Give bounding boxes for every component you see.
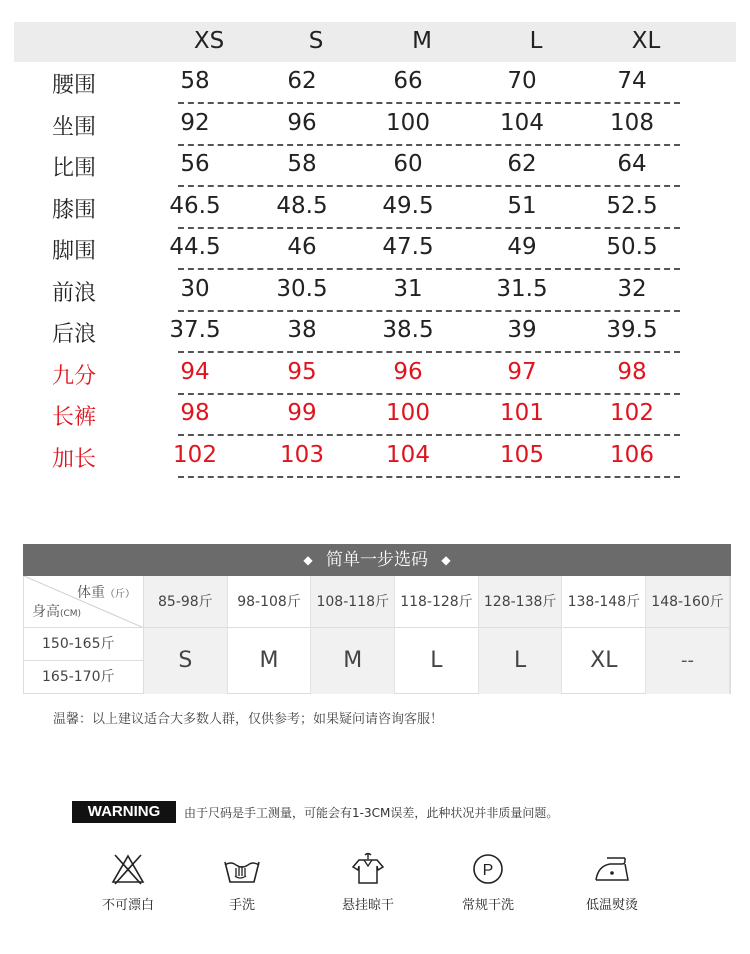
hand-wash-icon bbox=[222, 852, 262, 886]
measure-label: 后浪 bbox=[52, 322, 97, 347]
recommended-size: M bbox=[311, 628, 395, 694]
measure-value: 38.5 bbox=[382, 317, 434, 343]
measure-value: 94 bbox=[180, 358, 210, 385]
weight-range: 128-138斤 bbox=[479, 576, 563, 628]
weight-range: 85-98斤 bbox=[144, 576, 228, 628]
weight-range: 138-148斤 bbox=[563, 576, 647, 628]
measure-value: 60 bbox=[393, 151, 423, 177]
height-axis-label: 身高(CM) bbox=[32, 604, 82, 620]
measure-value: 48.5 bbox=[276, 192, 328, 219]
measure-value: 62 bbox=[507, 151, 537, 177]
size-row bbox=[0, 229, 750, 270]
measure-value: 106 bbox=[610, 441, 654, 468]
care-label-no-bleach: 不可漂白 bbox=[101, 898, 154, 913]
size-row bbox=[0, 437, 750, 478]
size-header-xl: XL bbox=[631, 28, 661, 54]
measure-label: 坐围 bbox=[52, 114, 97, 140]
measure-value: 108 bbox=[610, 109, 654, 136]
svg-text:P: P bbox=[482, 862, 494, 879]
weight-range: 108-118斤 bbox=[311, 576, 395, 628]
measure-value: 100 bbox=[386, 109, 430, 136]
measure-value: 39 bbox=[507, 317, 537, 343]
measure-value: 46.5 bbox=[169, 192, 221, 219]
measure-value: 49.5 bbox=[382, 192, 434, 219]
measure-value: 96 bbox=[287, 109, 317, 136]
measure-value: 62 bbox=[287, 68, 317, 94]
measure-value: 52.5 bbox=[606, 192, 658, 219]
dry-clean-icon bbox=[471, 852, 505, 886]
measure-value: 102 bbox=[173, 441, 217, 468]
recommended-size: M bbox=[228, 628, 312, 694]
measure-value: 56 bbox=[180, 151, 210, 177]
measure-value: 32 bbox=[617, 275, 647, 302]
measure-value: 66 bbox=[393, 68, 423, 94]
measure-value: 49 bbox=[507, 234, 537, 260]
measure-value: 51 bbox=[507, 192, 537, 219]
dashed-divider bbox=[178, 476, 680, 478]
recommended-size: XL bbox=[563, 628, 647, 694]
quick-pick-header bbox=[23, 544, 731, 576]
care-label-dry-clean: 常规干洗 bbox=[461, 898, 514, 913]
care-no-bleach bbox=[83, 852, 173, 913]
measure-value: 44.5 bbox=[169, 234, 221, 260]
size-row bbox=[0, 188, 750, 229]
height-range-1: 150-165斤 bbox=[24, 628, 144, 661]
diamond-icon: ◆ bbox=[303, 553, 313, 567]
weight-range: 118-128斤 bbox=[395, 576, 479, 628]
measure-label: 前浪 bbox=[52, 280, 97, 306]
measure-value: 95 bbox=[287, 358, 317, 385]
care-label-hand-wash: 手洗 bbox=[228, 898, 255, 913]
weight-axis-label: 体重（斤） bbox=[77, 585, 135, 601]
measure-value: 104 bbox=[386, 441, 430, 468]
care-hang-dry bbox=[323, 852, 413, 913]
measure-value: 96 bbox=[393, 358, 423, 385]
measure-value: 37.5 bbox=[169, 317, 221, 343]
size-row bbox=[0, 395, 750, 436]
measure-value: 100 bbox=[386, 400, 430, 426]
measure-value: 92 bbox=[180, 109, 210, 136]
measure-value: 101 bbox=[500, 400, 544, 426]
size-header-row bbox=[14, 22, 736, 62]
measure-value: 97 bbox=[507, 358, 537, 385]
measure-value: 74 bbox=[617, 68, 647, 94]
measure-value: 64 bbox=[617, 151, 647, 177]
grid-corner-cell bbox=[24, 576, 144, 628]
measure-value: 50.5 bbox=[606, 234, 658, 260]
recommended-size: -- bbox=[646, 628, 730, 694]
advice-note: 温馨：以上建议适合大多数人群，仅供参考；如果疑问请咨询客服！ bbox=[53, 712, 444, 727]
measure-value: 102 bbox=[610, 400, 654, 426]
quick-pick-title: 简单一步选码 bbox=[326, 550, 428, 570]
measure-label: 脚围 bbox=[52, 239, 97, 264]
care-instructions bbox=[0, 852, 750, 922]
size-row bbox=[0, 63, 750, 104]
measure-label: 九分 bbox=[52, 363, 97, 389]
measure-value: 31.5 bbox=[496, 275, 548, 302]
measure-label: 比围 bbox=[52, 156, 97, 181]
recommended-size: S bbox=[144, 628, 228, 694]
hang-dry-icon bbox=[349, 852, 387, 886]
care-label-low-iron: 低温熨烫 bbox=[585, 898, 638, 913]
size-header-s: S bbox=[308, 28, 324, 54]
weight-range: 98-108斤 bbox=[228, 576, 312, 628]
size-header-xs: XS bbox=[193, 28, 225, 54]
no-bleach-icon bbox=[110, 852, 146, 886]
measure-label: 膝围 bbox=[52, 197, 97, 223]
recommended-size: L bbox=[395, 628, 479, 694]
measure-value: 98 bbox=[180, 400, 210, 426]
measure-value: 70 bbox=[507, 68, 537, 94]
low-iron-icon bbox=[592, 852, 632, 886]
care-dry-clean bbox=[443, 852, 533, 913]
care-low-iron bbox=[567, 852, 657, 913]
warning-text: 由于尺码是手工测量，可能会有1-3CM误差，此种状况并非质量问题。 bbox=[184, 806, 559, 820]
measure-value: 46 bbox=[287, 234, 317, 260]
measure-value: 104 bbox=[500, 109, 544, 136]
weight-range: 148-160斤 bbox=[646, 576, 730, 628]
measure-value: 31 bbox=[393, 275, 423, 302]
measure-label: 腰围 bbox=[52, 73, 97, 98]
size-row bbox=[0, 146, 750, 187]
quick-pick-grid bbox=[23, 576, 731, 694]
size-header-m: M bbox=[412, 28, 432, 54]
care-hand-wash bbox=[197, 852, 287, 913]
size-row bbox=[0, 271, 750, 312]
measure-value: 39.5 bbox=[606, 317, 658, 343]
measure-value: 98 bbox=[617, 358, 647, 385]
measure-value: 47.5 bbox=[382, 234, 434, 260]
size-row bbox=[0, 354, 750, 395]
size-row bbox=[0, 312, 750, 353]
care-label-hang-dry: 悬挂晾干 bbox=[341, 898, 394, 913]
measure-value: 30.5 bbox=[276, 275, 328, 302]
warning-tag: WARNING bbox=[72, 801, 176, 823]
measure-value: 38 bbox=[287, 317, 317, 343]
height-range-2: 165-170斤 bbox=[24, 661, 144, 694]
measure-value: 105 bbox=[500, 441, 544, 468]
measure-label: 加长 bbox=[52, 446, 97, 472]
measure-value: 30 bbox=[180, 275, 210, 302]
recommended-size: L bbox=[479, 628, 563, 694]
measure-value: 99 bbox=[287, 400, 317, 426]
measure-value: 58 bbox=[287, 151, 317, 177]
quick-size-picker bbox=[23, 544, 731, 727]
size-header-l: L bbox=[529, 28, 543, 54]
measure-value: 58 bbox=[180, 68, 210, 94]
measure-value: 103 bbox=[280, 441, 324, 468]
measure-label: 长裤 bbox=[52, 405, 97, 430]
diamond-icon: ◆ bbox=[441, 553, 451, 567]
size-row bbox=[0, 105, 750, 146]
